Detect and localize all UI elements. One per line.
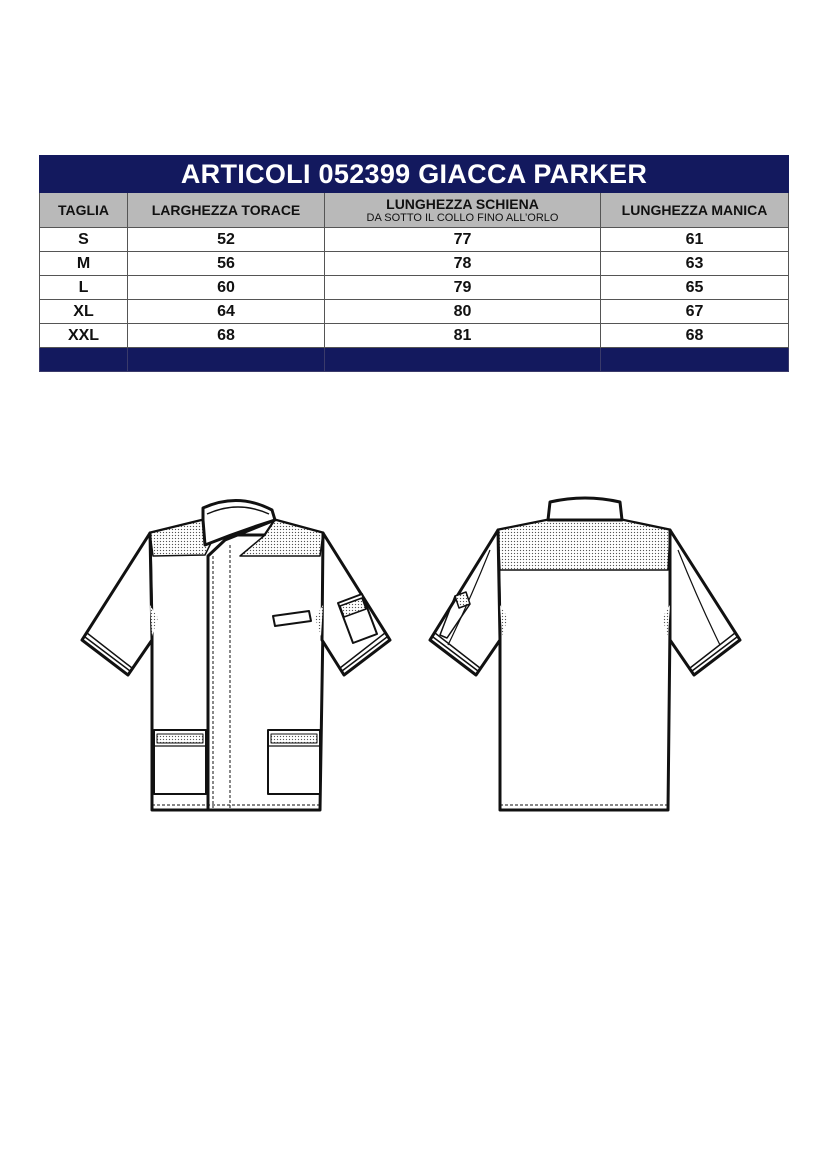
jacket-technical-drawing bbox=[0, 480, 826, 820]
cell-chest: 56 bbox=[128, 252, 325, 276]
header-back-label: LUNGHEZZA SCHIENA bbox=[386, 195, 539, 212]
cell-back: 79 bbox=[325, 276, 601, 300]
footer-cell bbox=[601, 348, 789, 372]
header-size: TAGLIA bbox=[40, 193, 128, 228]
table-footer-bar bbox=[40, 348, 789, 372]
cell-chest: 68 bbox=[128, 324, 325, 348]
cell-sleeve: 65 bbox=[601, 276, 789, 300]
jacket-back-view bbox=[430, 498, 740, 810]
jacket-front-view bbox=[82, 500, 390, 810]
left-hip-pocket bbox=[154, 730, 206, 794]
table-title-row bbox=[40, 156, 789, 193]
table-title: ARTICOLI 052399 GIACCA PARKER bbox=[40, 156, 789, 193]
cell-size: S bbox=[40, 228, 128, 252]
table-row bbox=[40, 276, 789, 300]
cell-chest: 52 bbox=[128, 228, 325, 252]
header-chest: LARGHEZZA TORACE bbox=[128, 193, 325, 228]
table-row bbox=[40, 324, 789, 348]
header-back-note: DA SOTTO IL COLLO FINO ALL’ORLO bbox=[366, 211, 559, 224]
cell-back: 78 bbox=[325, 252, 601, 276]
back-yoke bbox=[498, 520, 670, 570]
header-sleeve: LUNGHEZZA MANICA bbox=[601, 193, 789, 228]
cell-chest: 60 bbox=[128, 276, 325, 300]
cell-size: M bbox=[40, 252, 128, 276]
size-chart-table bbox=[39, 155, 789, 372]
cell-size: L bbox=[40, 276, 128, 300]
footer-cell bbox=[325, 348, 601, 372]
cell-size: XL bbox=[40, 300, 128, 324]
table-header-row bbox=[40, 193, 789, 228]
cell-back: 81 bbox=[325, 324, 601, 348]
footer-cell bbox=[128, 348, 325, 372]
cell-size: XXL bbox=[40, 324, 128, 348]
cell-sleeve: 67 bbox=[601, 300, 789, 324]
cell-sleeve: 61 bbox=[601, 228, 789, 252]
back-right-sleeve bbox=[670, 530, 740, 675]
right-hip-pocket bbox=[268, 730, 320, 794]
cell-sleeve: 63 bbox=[601, 252, 789, 276]
table-row bbox=[40, 228, 789, 252]
table-row bbox=[40, 300, 789, 324]
back-collar bbox=[548, 498, 622, 520]
front-left-sleeve bbox=[82, 533, 152, 675]
cell-chest: 64 bbox=[128, 300, 325, 324]
header-back bbox=[325, 193, 601, 228]
cell-back: 80 bbox=[325, 300, 601, 324]
footer-cell bbox=[40, 348, 128, 372]
cell-back: 77 bbox=[325, 228, 601, 252]
cell-sleeve: 68 bbox=[601, 324, 789, 348]
table-row bbox=[40, 252, 789, 276]
